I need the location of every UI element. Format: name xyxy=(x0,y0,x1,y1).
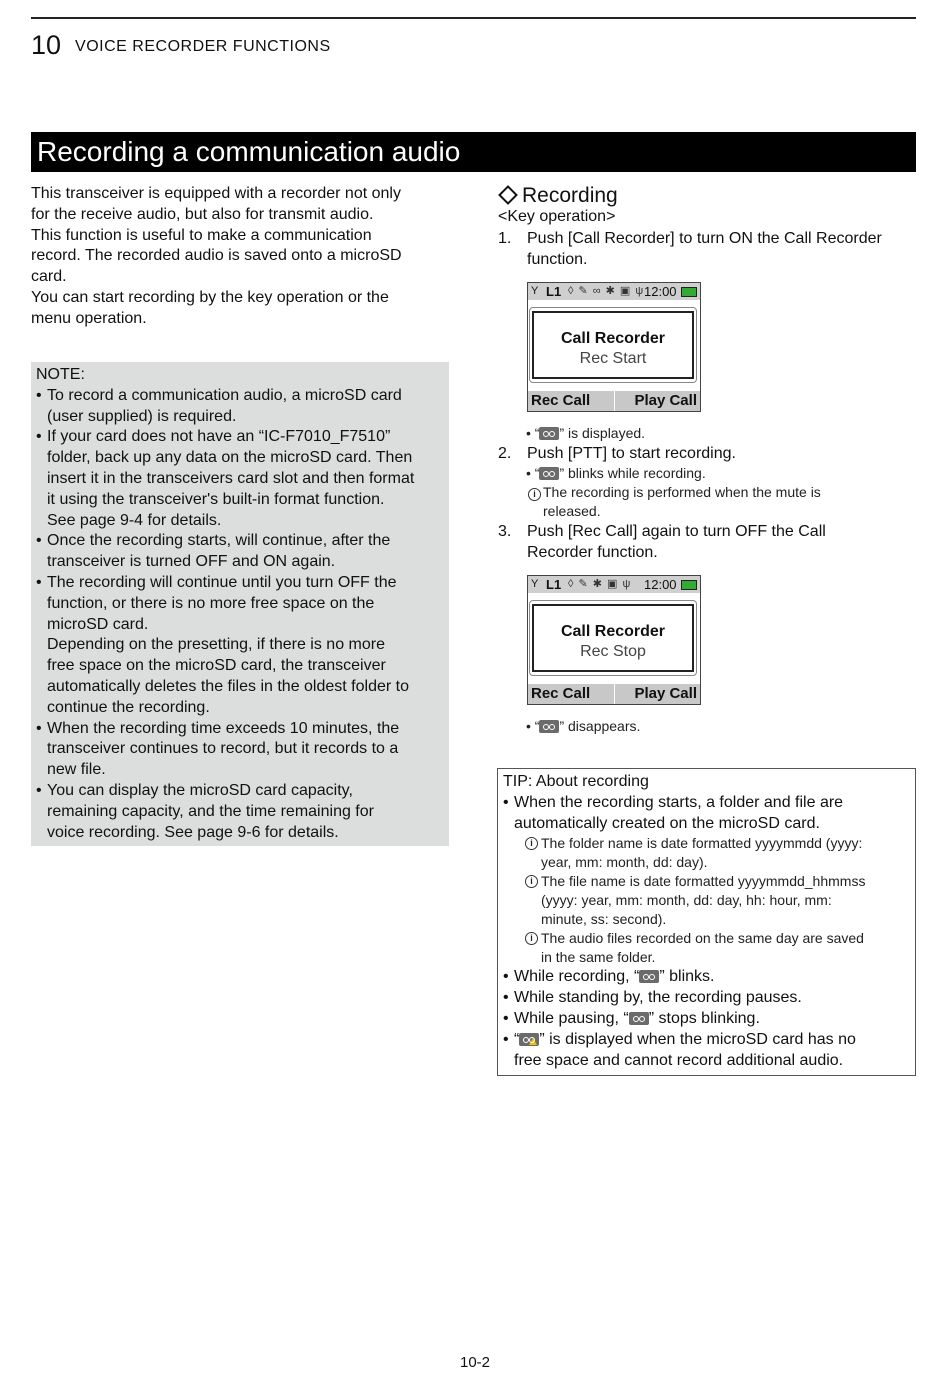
play-call-softkey[interactable]: Play Call xyxy=(634,685,697,702)
status-icons: ◊ ✎ ∞ ✱ ▣ ψ xyxy=(568,285,645,297)
clock: 12:00 xyxy=(644,577,677,592)
tip-info: i The audio files recorded on the same day are saved in the same folder. xyxy=(503,929,909,967)
step-2-note: • “ ” blinks while recording. xyxy=(526,465,706,481)
chapter-header xyxy=(31,30,331,61)
step-3 xyxy=(498,522,919,564)
note-line: voice recording. See page 9-6 for details. xyxy=(47,823,339,841)
tip-info: i The folder name is date formatted yyyymmdd (yyyy: year, mm: month, dd: day). xyxy=(503,834,909,872)
voicemail-icon xyxy=(639,970,659,983)
intro-paragraph xyxy=(31,184,451,330)
step-1 xyxy=(498,229,919,271)
page-number: 10-2 xyxy=(459,1354,491,1371)
note-line: If your card does not have an “IC-F7010_F7510” xyxy=(47,428,391,446)
tip-item: • While standing by, the recording pauses. xyxy=(503,989,802,1007)
note-line: The recording will continue until you turn OFF the xyxy=(47,573,397,591)
intro-line: You can start recording by the key operation or the xyxy=(31,288,389,306)
antenna-icon: Y xyxy=(531,578,539,590)
radio-screen-rec-start xyxy=(527,282,701,412)
rec-call-softkey[interactable]: Rec Call xyxy=(531,392,591,409)
note-line: Once the recording starts, will continue, after the xyxy=(47,532,391,550)
step-number: 1. xyxy=(498,230,512,247)
note-item: • To record a communication audio, a microSD card (user supplied) is required. xyxy=(36,386,445,428)
note-line: continue the recording. xyxy=(47,698,210,716)
step-number: 2. xyxy=(498,445,512,462)
note-line: insert it in the transceivers card slot and then format xyxy=(47,469,415,487)
status-bar xyxy=(528,576,700,593)
tip-title: TIP: About recording xyxy=(503,773,649,790)
battery-icon xyxy=(681,580,697,590)
note-line: function, or there is no more free space on the xyxy=(47,594,375,612)
note-box xyxy=(31,362,449,846)
note-line: To record a communication audio, a microSD card xyxy=(47,386,402,404)
note-line: remaining capacity, and the time remaining for xyxy=(47,802,374,820)
note-line: transceiver continues to record, but it records to a xyxy=(47,740,399,758)
note-item: • The recording will continue until you turn OFF the function, or there is no more free space on the microSD card. Depending on the presetting, if there is no more free space on the microSD card, the transceiver automatically deletes the files in the oldest folder to continue the recording. xyxy=(36,573,445,719)
step-3-note: • “ ” disappears. xyxy=(526,718,641,734)
note-line: microSD card. xyxy=(47,615,149,633)
call-recorder-dialog xyxy=(532,604,694,672)
status-icons: ◊ ✎ ✱ ▣ ψ xyxy=(568,578,632,590)
softkey-divider xyxy=(614,684,615,704)
tip-list xyxy=(503,793,909,835)
dialog-status: Rec Stop xyxy=(580,643,646,660)
note-line: See page 9-4 for details. xyxy=(47,511,222,529)
step-1-note: • “ ” is displayed. xyxy=(526,425,646,441)
note-item: • Once the recording starts, will continue, after the transceiver is turned OFF and ON again. xyxy=(36,531,445,573)
step-line: function. xyxy=(527,250,588,268)
dialog-title: Call Recorder xyxy=(560,330,666,347)
softkey-bar xyxy=(528,391,700,411)
section-title: Recording a communication audio xyxy=(37,136,461,167)
intro-line: for the receive audio, but also for transmit audio. xyxy=(31,205,374,223)
softkey-bar xyxy=(528,684,700,704)
dialog-title: Call Recorder xyxy=(560,623,666,640)
intro-line: card. xyxy=(31,268,67,286)
intro-line: menu operation. xyxy=(31,309,147,327)
channel-label: L1 xyxy=(546,284,562,299)
note-line: new file. xyxy=(47,761,106,779)
note-line: You can display the microSD card capacity, xyxy=(47,781,353,799)
intro-line: record. The recorded audio is saved onto a microSD xyxy=(31,247,402,265)
note-line: transceiver is turned OFF and ON again. xyxy=(47,553,336,571)
step-line: Recorder function. xyxy=(527,543,658,561)
section-title-bar xyxy=(31,132,916,172)
status-bar xyxy=(528,283,700,300)
voicemail-icon xyxy=(539,467,559,480)
tip-item: • “ ” is displayed when the microSD card has no free space and cannot record additional audio. xyxy=(503,1030,856,1069)
call-recorder-dialog xyxy=(532,311,694,379)
note-line: (user supplied) is required. xyxy=(47,407,237,425)
voicemail-warning-icon xyxy=(519,1033,539,1046)
rec-call-softkey[interactable]: Rec Call xyxy=(531,685,591,702)
diamond-icon xyxy=(498,185,518,205)
note-line: free space on the microSD card, the transceiver xyxy=(47,657,386,675)
channel-label: L1 xyxy=(546,577,562,592)
info-icon: i xyxy=(525,932,538,945)
battery-icon xyxy=(681,287,697,297)
note-item: • You can display the microSD card capacity, remaining capacity, and the time remaining for voice recording. See page 9-6 for details. xyxy=(36,781,445,843)
voicemail-icon xyxy=(539,720,559,733)
softkey-divider xyxy=(614,391,615,411)
note-line: folder, back up any data on the microSD card. Then xyxy=(47,449,413,467)
tip-box xyxy=(497,768,916,1076)
note-line: Depending on the presetting, if there is no more xyxy=(47,636,385,654)
intro-line: This function is useful to make a communication xyxy=(31,226,372,244)
tip-item: • When the recording starts, a folder and file are automatically created on the microSD card. xyxy=(503,793,844,832)
tip-info: i The file name is date formatted yyyymmdd_hhmmss (yyyy: year, mm: month, dd: day, hh: hour, mm: minute, ss: second). xyxy=(503,872,909,929)
note-item: • If your card does not have an “IC-F7010_F7510” folder, back up any data on the microSD card. Then insert it in the transceivers card slot and then format it using the transceiver's built-in format function. See page 9-4 for details. xyxy=(36,427,445,531)
dialog-status: Rec Start xyxy=(579,350,647,367)
step-2-info: i The recording is performed when the mute is released. xyxy=(528,483,821,520)
note-item: • When the recording time exceeds 10 minutes, the transceiver continues to record, but it records to a new file. xyxy=(36,719,445,781)
note-list xyxy=(36,386,445,844)
step-line: Push [Rec Call] again to turn OFF the Call xyxy=(527,523,826,540)
info-icon: i xyxy=(525,875,538,888)
note-line: automatically deletes the files in the oldest folder to xyxy=(47,677,409,695)
note-line: When the recording time exceeds 10 minutes, the xyxy=(47,719,400,737)
voicemail-icon xyxy=(629,1012,649,1025)
header-rule xyxy=(31,17,916,19)
step-2 xyxy=(498,444,919,465)
step-number: 3. xyxy=(498,523,512,540)
tip-item: • While recording, “ ” blinks. xyxy=(503,968,715,986)
intro-line: This transceiver is equipped with a recorder not only xyxy=(31,185,401,202)
play-call-softkey[interactable]: Play Call xyxy=(634,392,697,409)
tip-item: • While pausing, “ ” stops blinking. xyxy=(503,1009,760,1027)
recording-heading xyxy=(498,184,618,208)
note-title: NOTE: xyxy=(36,366,85,383)
chapter-number: 10 xyxy=(31,30,62,60)
recording-heading-text: Recording xyxy=(522,184,618,207)
tip-list xyxy=(503,967,909,1071)
info-icon: i xyxy=(525,837,538,850)
key-operation-label: <Key operation> xyxy=(498,208,616,225)
step-line: Push [PTT] to start recording. xyxy=(527,445,736,462)
step-line: Push [Call Recorder] to turn ON the Call Recorder xyxy=(527,230,882,247)
info-icon: i xyxy=(528,488,541,501)
chapter-title: VOICE RECORDER FUNCTIONS xyxy=(75,38,331,55)
note-line: it using the transceiver's built-in format function. xyxy=(47,490,385,508)
radio-screen-rec-stop xyxy=(527,575,701,705)
voicemail-icon xyxy=(539,427,559,440)
clock: 12:00 xyxy=(644,284,677,299)
antenna-icon: Y xyxy=(531,285,539,297)
